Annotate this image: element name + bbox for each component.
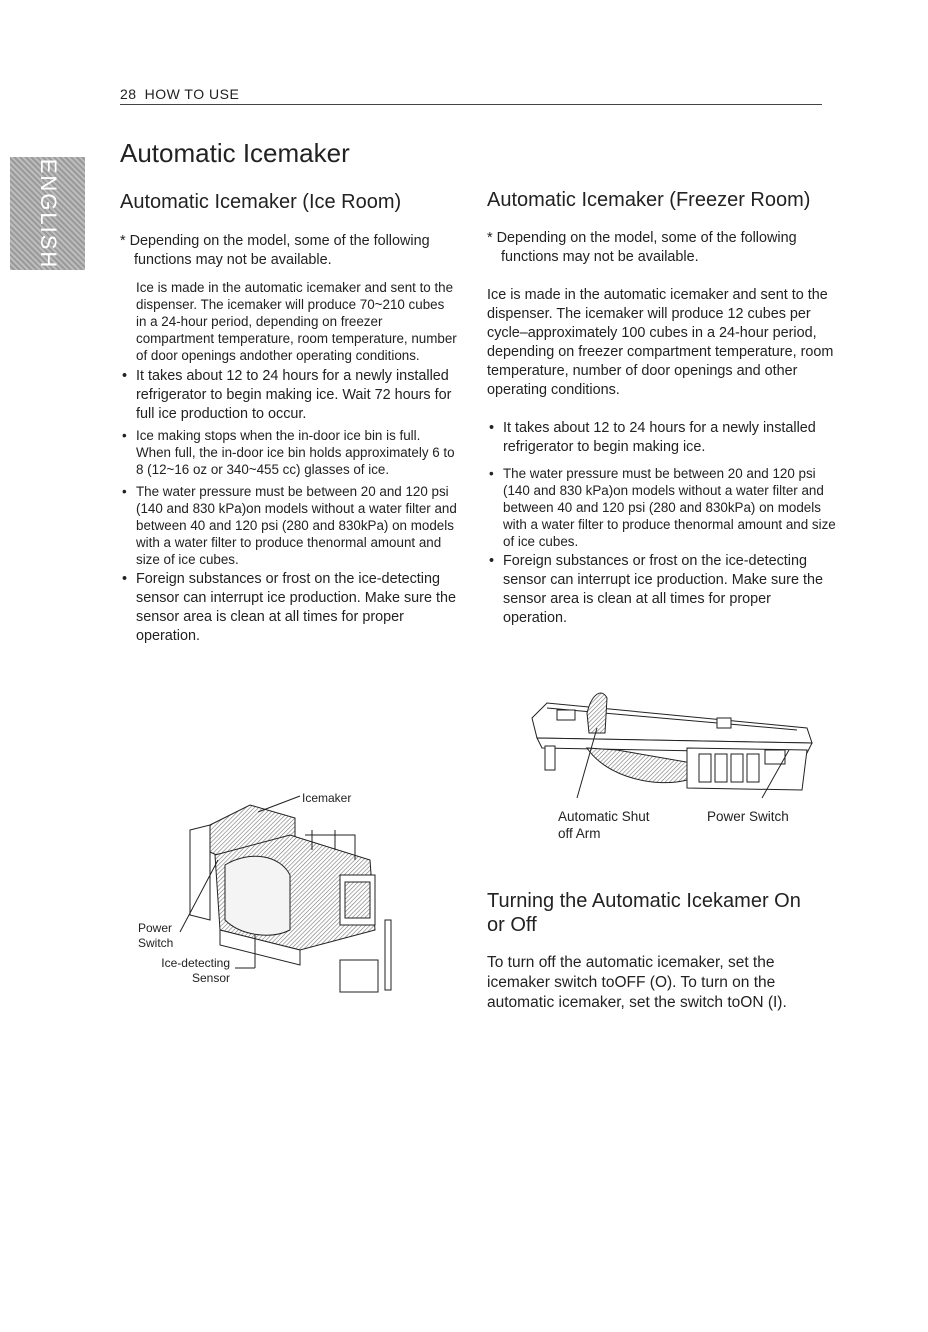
freezer-room-heading: Automatic Icemaker (Freezer Room) [487, 189, 811, 211]
freezer-room-bullet: • It takes about 12 to 24 hours for a newly installed refrigerator to begin making ice. [487, 419, 837, 457]
freezer-room-intro: Ice is made in the automatic icemaker and sent to the dispenser. The icemaker will produce 12 cubes per cycle–approximately 100 cubes in a 24-hour period, depending on freezer compartment temperature, room temperature, number of door openings and other operating conditions. [487, 287, 834, 398]
freezer-room-icemaker-illustration [517, 688, 817, 803]
freezer-room-bullet: • Foreign substances or frost on the ice-detecting sensor can interrupt ice production. Make sure the sensor area is clean at all times for proper operation. [487, 552, 837, 628]
ice-room-bullet: • It takes about 12 to 24 hours for a newly installed refrigerator to begin making ice. Wait 72 hours for full ice production to occur. [120, 367, 458, 424]
ice-room-bullet: • Ice making stops when the in-door ice bin is full. When full, the in-door ice bin holds approximately 6 to 8 (12~16 oz or 340~455 cc) glasses of ice. [120, 427, 458, 478]
turning-body: To turn off the automatic icemaker, set the icemaker switch toOFF (O). To turn on the automatic icemaker, set the switch toON (I). [487, 954, 787, 1011]
ice-room-column [120, 232, 458, 646]
freezer-room-column [487, 229, 837, 628]
language-tab-label: ENGLISH [35, 158, 61, 269]
language-side-tab [10, 157, 85, 270]
freezer-room-note: * Depending on the model, some of the following functions may not be available. [487, 230, 797, 265]
freezer-room-bullet-list [487, 419, 837, 628]
freezer-power-switch-label: Power Switch [707, 809, 789, 824]
page-title: Automatic Icemaker [120, 138, 350, 168]
ice-room-heading: Automatic Icemaker (Ice Room) [120, 191, 402, 213]
ice-room-note: * Depending on the model, some of the following functions may not be available. [120, 233, 430, 268]
ice-room-bullet: • The water pressure must be between 20 and 120 psi (140 and 830 kPa)on models without a water filter and between 40 and 120 psi (280 and 830kPa) on models with a water filter to produce thenormal amount and size of ice cubes. [120, 483, 458, 568]
ice-room-bullet-list [120, 367, 458, 646]
shut-off-arm-label: Automatic Shut off Arm [558, 809, 650, 841]
freezer-room-bullet: • The water pressure must be between 20 and 120 psi (140 and 830 kPa)on models without a water filter and between 40 and 120 psi (280 and 830kPa) on models with a water filter to produce thenormal amount and size of ice cubes. [487, 465, 837, 550]
ice-detecting-sensor-label: Ice-detecting Sensor [161, 956, 230, 985]
icemaker-label: Icemaker [302, 791, 352, 805]
section-title: HOW TO USE [144, 86, 240, 102]
turning-heading: Turning the Automatic Icekamer On or Off [487, 890, 801, 936]
page-number: 28 [120, 86, 137, 102]
ice-room-intro: Ice is made in the automatic icemaker and sent to the dispenser. The icemaker will produce 70~210 cubes in a 24-hour period, depending on freezer compartment temperature, room temperature, number of door openings andother operating conditions. [136, 280, 457, 363]
page-header [120, 86, 822, 105]
power-switch-label: Power Switch [138, 921, 174, 950]
ice-room-bullet: • Foreign substances or frost on the ice-detecting sensor can interrupt ice production. Make sure the sensor area is clean at all times for proper operation. [120, 570, 458, 646]
